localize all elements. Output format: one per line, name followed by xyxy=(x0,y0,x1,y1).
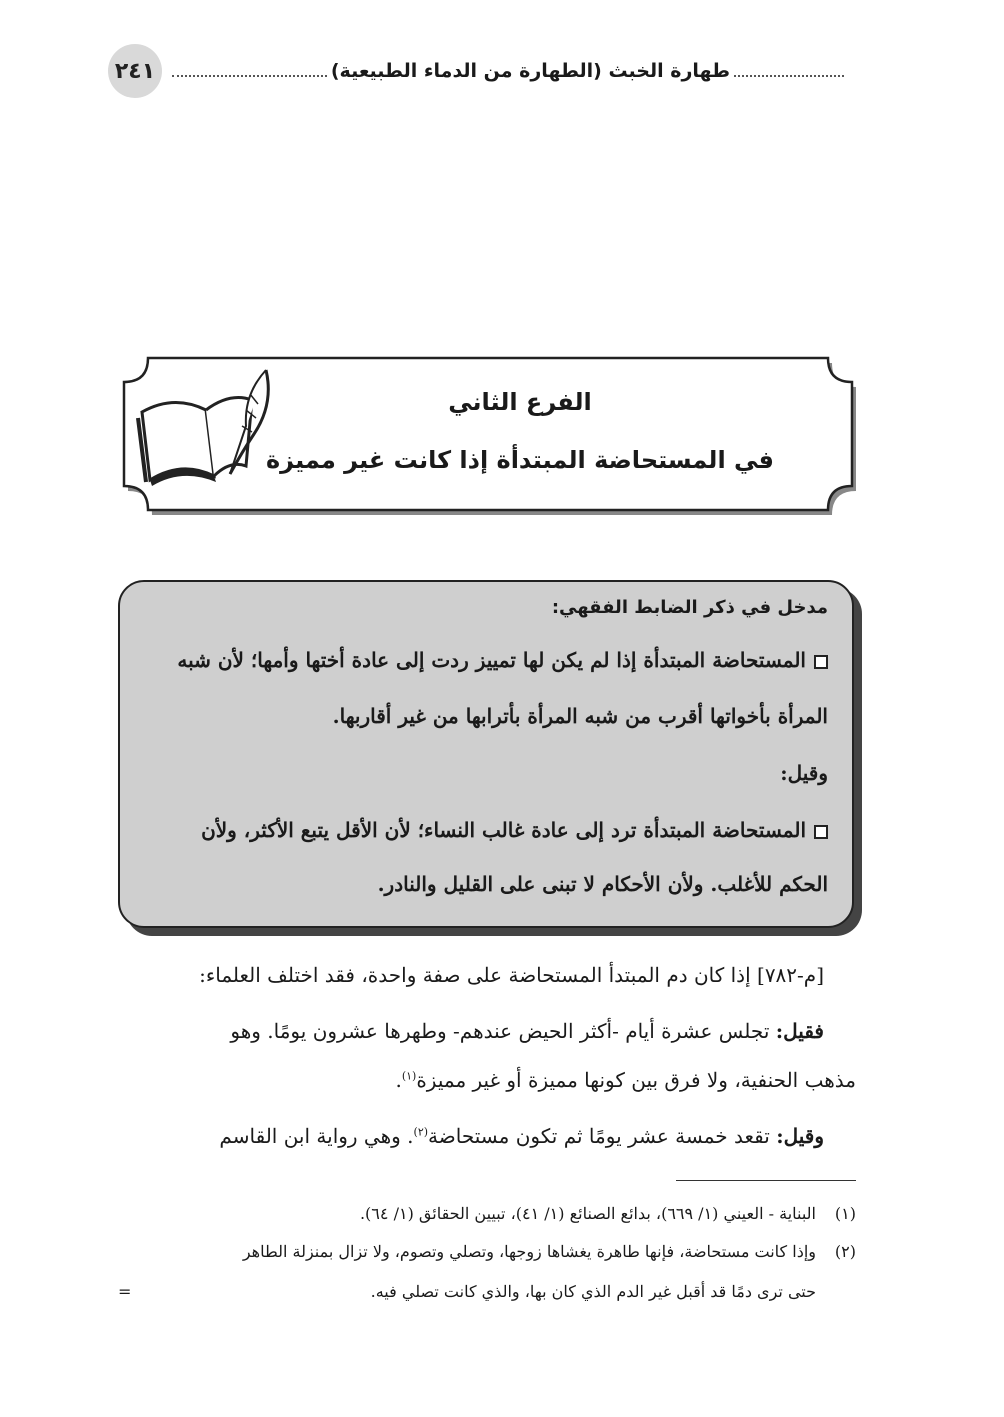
chapter-heading: الفرع الثاني xyxy=(448,388,592,416)
continuation-mark: = xyxy=(118,1282,132,1301)
footnote-ref[interactable]: (١) xyxy=(401,1069,417,1083)
footnote-2 xyxy=(243,1242,856,1261)
body-text: . xyxy=(395,1068,402,1092)
body-paragraph-3 xyxy=(219,1124,824,1148)
running-title: طهارة الخبث (الطهارة من الدماء الطبيعية) xyxy=(330,60,730,82)
body-text: تقعد خمسة عشر يومًا ثم تكون مستحاضة xyxy=(428,1124,777,1148)
intro-line: المستحاضة المبتدأة إذا لم يكن لها تمييز ردت إلى عادة أختها وأمها؛ لأن شبه xyxy=(177,648,806,672)
running-header xyxy=(172,56,844,86)
body-paragraph-1: [م-٧٨٢] إذا كان دم المبتدأ المستحاضة على صفة واحدة، فقد اختلف العلماء: xyxy=(199,963,824,987)
checkbox-bullet-icon xyxy=(814,655,828,669)
page-number: ٢٤١ xyxy=(108,44,162,98)
opinion-lead: وقيل: xyxy=(776,1124,824,1148)
footnote-2-cont: حتى ترى دمًا قد أقبل غير الدم الذي كان بها، والذي كانت تصلي فيه. xyxy=(370,1282,816,1301)
footnote-number: (١) xyxy=(834,1204,856,1223)
footnote-separator xyxy=(676,1180,856,1181)
footnote-text: البناية - العيني (١/ ٦٦٩)، بدائع الصنائع (١/ ٤١)، تبيين الحقائق (١/ ٦٤). xyxy=(359,1204,816,1223)
body-text: . وهي رواية ابن القاسم xyxy=(219,1124,414,1148)
intro-rule-1 xyxy=(177,648,828,672)
footnote-number: (٢) xyxy=(834,1242,856,1261)
intro-line: المرأة بأخواتها أقرب من شبه المرأة بأترابها من غير أقاربها. xyxy=(332,704,828,728)
header-leader-dots xyxy=(172,75,327,77)
footnote-ref[interactable]: (٢) xyxy=(413,1125,429,1139)
body-text: مذهب الحنفية، ولا فرق بين كونها مميزة أو غير مميزة xyxy=(416,1068,856,1092)
checkbox-bullet-icon xyxy=(814,825,828,839)
footnote-text: وإذا كانت مستحاضة، فإنها طاهرة يغشاها زوجها، وتصلي وتصوم، ولا تزال بمنزلة الطاهر xyxy=(242,1242,816,1261)
body-text: تجلس عشرة أيام -أكثر الحيض عندهم- وطهرها عشرون يومًا. وهو xyxy=(230,1019,776,1043)
intro-heading: مدخل في ذكر الضابط الفقهي: xyxy=(551,597,828,618)
header-leader-dots xyxy=(734,75,844,77)
body-paragraph-2-cont xyxy=(395,1068,856,1092)
intro-rule-2 xyxy=(201,818,828,842)
intro-line: المستحاضة المبتدأة ترد إلى عادة غالب النساء؛ لأن الأقل يتبع الأكثر، ولأن xyxy=(201,818,806,842)
footnote-1 xyxy=(360,1204,856,1223)
chapter-subheading: في المستحاضة المبتدأة إذا كانت غير مميزة xyxy=(265,446,775,474)
intro-line: الحكم للأغلب. ولأن الأحكام لا تبنى على القليل والنادر. xyxy=(377,872,828,896)
intro-line: وقيل: xyxy=(780,761,828,785)
opinion-lead: فقيل: xyxy=(775,1019,824,1043)
body-paragraph-2 xyxy=(230,1019,824,1043)
